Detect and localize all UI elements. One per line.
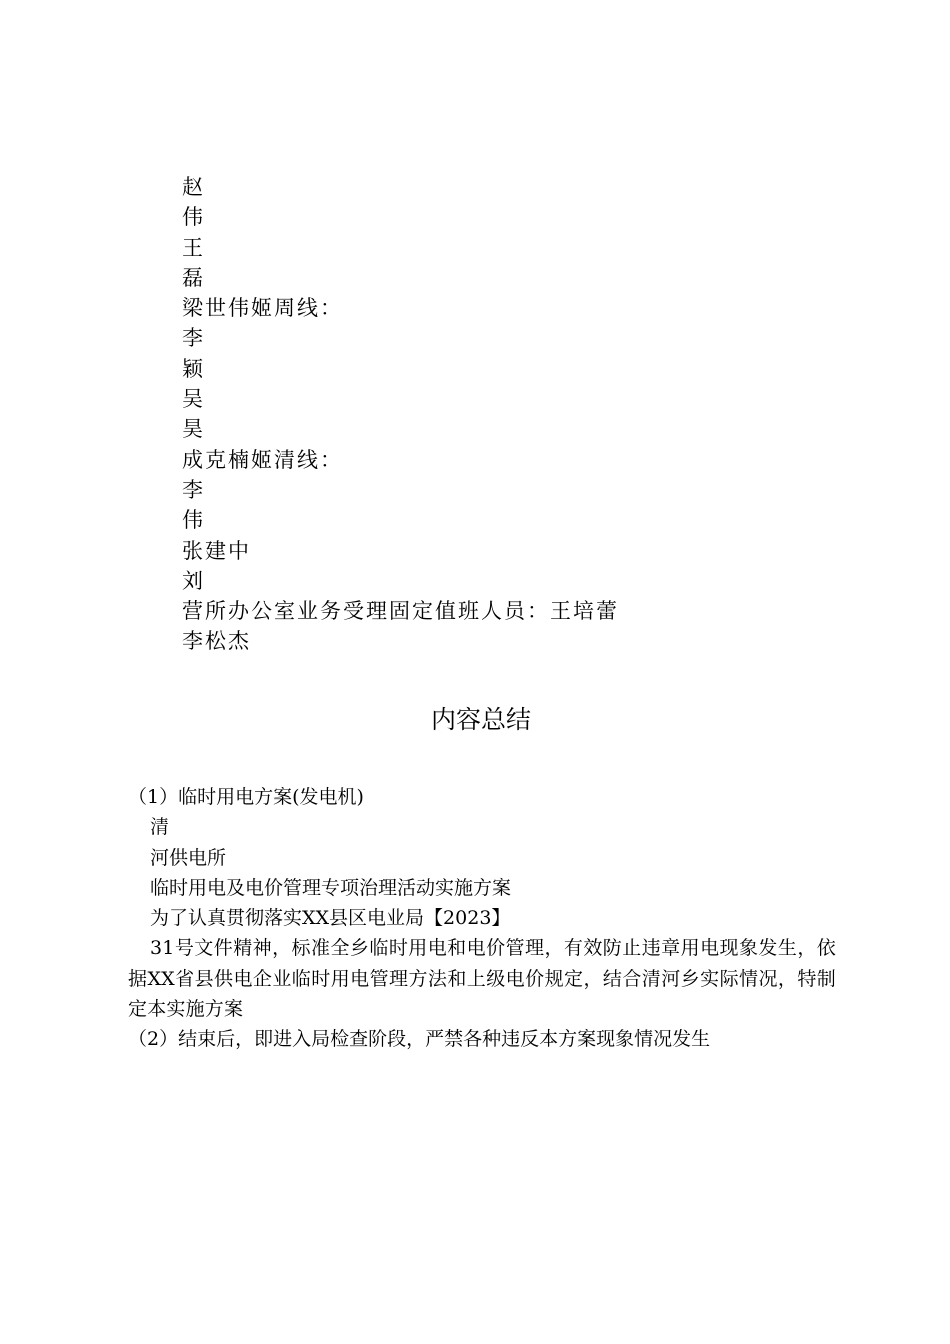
summary-line-qing: 清 (150, 816, 170, 839)
summary-section (128, 782, 836, 1055)
roster-line: 李松杰 (182, 629, 251, 654)
roster-line: 刘 (182, 568, 205, 593)
roster-list (182, 172, 619, 657)
summary-title: 内容总结 (430, 705, 531, 734)
summary-intro-line: 为了认真贯彻落实XX县区电业局【2023】 (150, 907, 511, 930)
summary-line-office: 河供电所 (150, 846, 227, 869)
roster-line: 颖 (182, 356, 205, 381)
roster-line: 磊 (182, 265, 205, 290)
summary-paragraph: 31号文件精神，标准全乡临时用电和电价管理，有效防止违章用电现象发生，依据XX省县供电企业临时用电管理方法和上级电价规定，结合清河乡实际情况，特制定本实施方案 (128, 937, 836, 1021)
roster-line: 李 (182, 477, 205, 502)
roster-line: 王 (182, 235, 205, 260)
roster-line: 吴 (182, 387, 205, 412)
summary-plan-title: 临时用电及电价管理专项治理活动实施方案 (150, 876, 512, 899)
roster-group-heading: 梁世伟姬周线： (182, 296, 343, 321)
summary-item-1-heading: （1）临时用电方案(发电机) (128, 786, 364, 808)
roster-line: 张建中 (182, 538, 251, 563)
roster-line: 伟 (182, 508, 205, 533)
roster-line: 李 (182, 326, 205, 351)
summary-item-2: （2）结束后，即进入局检查阶段，严禁各种违反本方案现象情况发生 (128, 1028, 711, 1051)
roster-duty-line: 营所办公室业务受理固定值班人员：王培蕾 (182, 599, 619, 624)
roster-line: 昊 (182, 417, 205, 442)
roster-group-heading: 成克楠姬清线： (182, 447, 343, 472)
roster-line: 伟 (182, 205, 205, 230)
roster-line: 赵 (182, 175, 205, 199)
